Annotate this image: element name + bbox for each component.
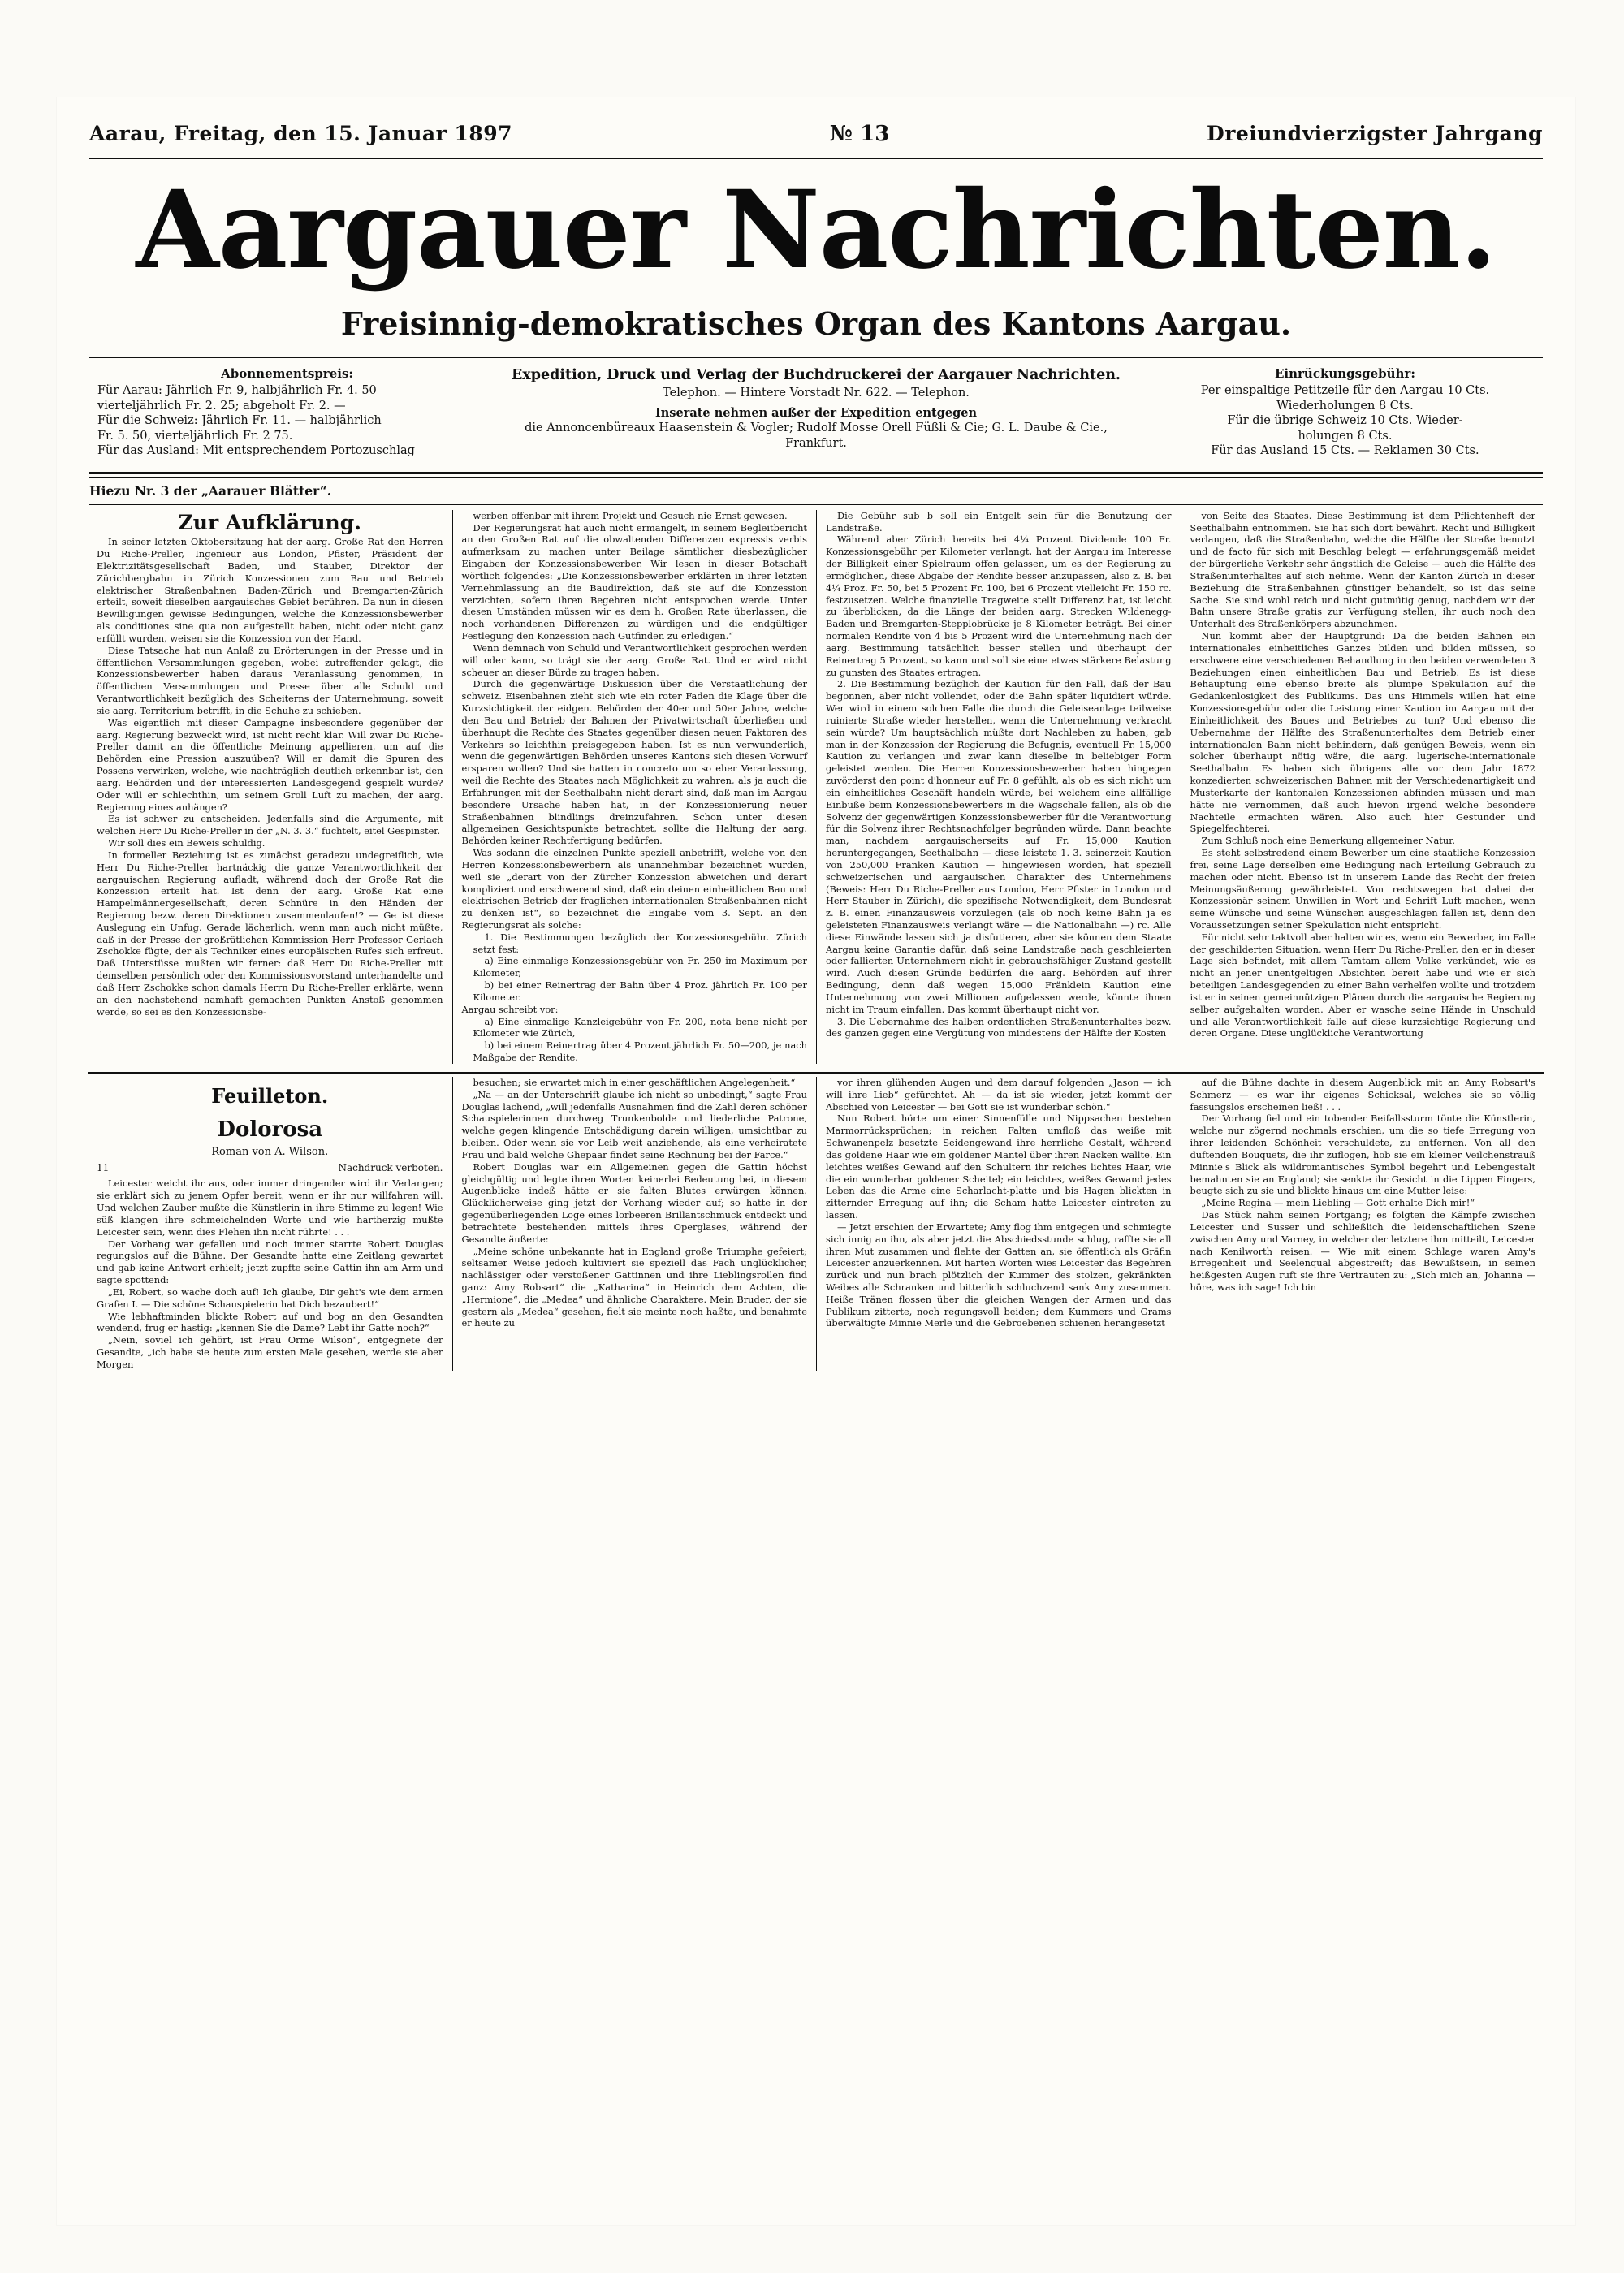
feuilleton-column-1 [88, 1077, 452, 1371]
ad-rates-header: Einrückungsgebühr: [1274, 365, 1415, 381]
paragraph: werben offenbar mit ihrem Projekt und Gesuch nie Ernst gewesen. [473, 509, 788, 521]
paragraph: von Seite des Staates. Diese Bestimmung ist dem Pflichtenheft der Seethalbahn entnommen. Sie hat sich dort bewährt. Recht und Billigkeit verlangen, daß die Straßenbahn, welche die Hälfte der Straße benutzt und de facto für sich mit Beschlag belegt — erfahrungsgemäß meidet der bürgerliche Verkehr sehr ängstlich die Geleise — auch die Hälfte des Straßenunterhaltes auf sich nehme. Wenn der Kanton Zürich in dieser Beziehung die Straßenbahnen günstiger behandelt, so ist das seine Sache. Sie sind wohl reich und nicht gutmütig genug, nachdem wir der Bahn unsere Straße gratis zur Verfügung stellen, ihr auch noch den Unterhalt des Straßenkörpers abzunehmen. [1190, 509, 1535, 630]
paragraph: Es steht selbstredend einem Bewerber um eine staatliche Konzession frei, seine Lage derselben eine Bedingung nach Erteilung Gebrauch zu machen oder nicht. Ebenso ist in unserem Lande das Recht der freien Meinungsäußerung gewährleistet. Von rechtswegen hat dabei der Konzessionär seinem Unwillen in Wort und Schrift Luft machen, wenn seine Wünsche und seine Wünschen ausgeschlagen fallen ist, denn den Voraussetzungen seiner Spekulation nicht entspricht. [1190, 847, 1535, 931]
paragraph: Der Vorhang war gefallen und noch immer starrte Robert Douglas regungslos auf die Bühne. Der Gesandte hatte eine Zeitlang gewartet und gab keine Antwort erhielt; jetzt zupfte seine Gattin ihn am Arm und sagte spottend: [97, 1238, 443, 1286]
feuilleton-column-2 [452, 1077, 817, 1371]
subscription-line: Für das Ausland: Mit entsprechendem Portozuschlag [97, 444, 415, 458]
feuilleton-author: Roman von A. Wilson. [211, 1145, 329, 1158]
paragraph: „Nein, soviel ich gehört, ist Frau Orme Wilson“, entgegnete der Gesandte, „ich habe sie heute zum ersten Male gesehen, werde sie aber Morgen [97, 1334, 443, 1370]
supplement-note: Hiezu Nr. 3 der „Aarauer Blätter“. [89, 482, 332, 499]
paragraph: Wenn demnach von Schuld und Verantwortlichkeit gesprochen werden will oder kann, so trägt sie der aarg. Große Rat. Und er wird nicht scheuer an dieser Bürde zu tragen haben. [461, 642, 807, 678]
newspaper-title: Aargauer Nachrichten. [136, 167, 1497, 293]
ads-agencies: die Annoncenbüreaux Haasenstein & Vogler; Rudolf Mosse Orell Füßli & Cie; G. L. Daube & Cie., Frankfurt. [525, 421, 1108, 450]
paragraph: Robert Douglas war ein Allgemeinen gegen die Gattin höchst gleichgültig und legte ihren Worten keinerlei Bedeutung bei, in diesem Augenblicke indeß hätte er sie falten Blutes erwürgen können. Glücklicherweise ging jetzt der Vorhang wieder auf; so hatte in der gegenüberliegenden Loge eines lorbeeren Brillantschmuck entdeckt und betrachtete bestehenden mittels ihres Operglases, während der Gesandte äußerte: [461, 1160, 807, 1245]
masthead-volume: Dreiundvierzigster Jahrgang [1207, 122, 1543, 145]
paragraph: Aargau schreibt vor: [461, 1003, 559, 1015]
paragraph: In formeller Beziehung ist es zunächst geradezu undegreiflich, wie Herr Du Riche-Preller hartnäckig die ganze Verantwortlichkeit der aargauischen Regierung aufladt, während doch der Große Rat die Konzession erteilt hat. Ist denn der aarg. Große Rat eine Hampelmännergesellschaft, deren Schnüre in den Händen der Regierung bezw. deren Direktionen zusammenlaufen!? — Ge ist diese Auslegung ein Unfug. Gerade lächerlich, wenn man auch nicht müßte, daß in der Presse der großrätlichen Kommission Herr Professor Gerlach Zschokke fügte, der als Techniker eines europäischen Rufes sich erfreut. Daß Unterstüsse mußten wir ferner: daß Herr Du Riche-Preller mit demselben persönlich oder den Kommissionsvorstand unterhandelte und daß Herr Zschokke schon damals Herrn Du Riche-Preller erklärte, wenn an den nachstehend namhaft gemachten Punkten Anstoß genommen werde, so sei es den Konzessionsbe- [97, 849, 443, 1018]
ad-rates-line: Per einspaltige Petitzeile für den Aargau 10 Cts. [1200, 384, 1490, 398]
paragraph: Es ist schwer zu entscheiden. Jedenfalls sind die Argumente, mit welchen Herr Du Riche-Preller in der „N. 3. 3.“ fuchtelt, eitel Gespinster. [97, 813, 443, 837]
newspaper-subtitle: Freisinnig-demokratisches Organ des Kantons Aargau. [340, 305, 1292, 342]
subscription-info [89, 366, 485, 459]
feuilleton-column-3 [816, 1077, 1181, 1371]
paragraph: Leicester weicht ihr aus, oder immer dringender wird ihr Verlangen; sie erklärt sich zu jenem Opfer bereit, wenn er ihr nur willfahren will. Und welchen Zauber mußte die Künstlerin in ihre Stimme zu legen! Wie süß klangen ihre schmeichelnden Worte und wie hartherzig mußte Leicester sein, wenn dies Flehen ihn nicht rührte! . . . [97, 1178, 443, 1238]
note-divider [89, 504, 1543, 505]
column-2 [452, 510, 817, 1064]
list-item: 1. Die Bestimmungen bezüglich der Konzessionsgebühr. Zürich setzt fest: [473, 931, 807, 955]
paragraph: — Jetzt erschien der Erwartete; Amy flog ihm entgegen und schmiegte sich innig an ihn, als aber jetzt die Abschiedsstunde schlug, raffte sie all ihren Mut zusammen und flehte der Gatten an, sie öffentlich als Gräfin Leicester anzuerkennen. Mit harten Worten wies Leicester das Begehren zurück und nun brach plötzlich der Kummer des stolzen, gekränkten Weibes alle Schranken und bitterlich schluchzend sank Amy zusammen. Heiße Tränen flossen über die gleichen Wangen der Armen und das Publikum zitterte, noch regungsvoll beiden; dem Kummers und Grams überwältigte Minnie Merle und die Gebroebenen schienen herangesetzt [826, 1221, 1172, 1329]
paragraph: Nun kommt aber der Hauptgrund: Da die beiden Bahnen ein internationales einheitliches Ganzes bilden und bilden müssen, so erschwere eine verschiedenen Behandlung in den beiden verwendeten 3 Beziehungen einen einheitlichen Bau und Betrieb. Es ist diese Behauptung eine ebenso breite als plumpe Spekulation auf die Gedankenlosigkeit des Publikums. Das uns Himmels willen hat eine Konzessionsgebühr oder die Leistung einer Kaution im Aargau mit der Einheitlichkeit des Baues und Betriebes zu tun? Und ebenso die Uebernahme der Hälfte des Straßenunterhaltes dem Betrieb einer internationalen Bahn nicht behindern, daß genügen Beweis, wenn ein solcher überhaupt nötig wäre, die aarg. lugerische-internationale Seethalbahn. Es haben sich übrigens alle vor dem Jahr 1872 konzedierten schweizerischen Bahnen mit der Verschiedenartigkeit und Musterkarte der kantonalen Konzessionen abfinden müssen und man hätte nie vernommen, daß auch hievon irgend welche besondere Nachteile ermachten wären. Also auch hier Gestunder und Spiegelfechterei. [1190, 630, 1535, 835]
page-number: 11 [97, 1161, 110, 1173]
paragraph: Der Vorhang fiel und ein tobender Beifallssturm tönte die Künstlerin, welche nur zögernd nochmals erschien, um die so tiefe Erregung von ihrer leidenden Schönheit verschuldete, zu entfernen. Von all den duftenden Bouquets, die ihr zuflogen, hob sie ein kleiner Veilchenstrauß Minnie's Blick als wildromantisches Symbol begehrt und Lebengestalt bemahnten sie an England; sie senkte ihr Gesicht in die Lippen Fingers, beugte sich zu sie und blickte hinaus um eine Mutter leise: [1190, 1113, 1535, 1197]
paragraph: Die Gebühr sub b soll ein Entgelt sein für die Benutzung der Landstraße. [826, 509, 1172, 534]
main-content-columns [57, 510, 1575, 1064]
ad-rates-line: Für die übrige Schweiz 10 Cts. Wieder- [1227, 414, 1463, 428]
feuilleton-title: Dolorosa [217, 1117, 323, 1143]
paragraph: auf die Bühne dachte in diesem Augenblick mit an Amy Robsart's Schmerz — es war ihr eigenes Schicksal, welches sie so völlig fassungslos erscheinen ließ! . . . [1190, 1076, 1535, 1113]
paragraph: Wir soll dies ein Beweis schuldig. [108, 837, 266, 849]
newspaper-sheet [57, 97, 1575, 2225]
feuilleton-column-4 [1181, 1077, 1545, 1371]
subscription-header: Abonnementspreis: [221, 365, 353, 381]
column-4 [1181, 510, 1545, 1064]
paragraph: Was eigentlich mit dieser Campagne insbesondere gegenüber der aarg. Regierung bezweckt wird, ist nicht recht klar. Will zwar Du Riche-Preller damit an die öffentliche Meinung appellieren, um auf die Behörden eine Pression auszuüben? Will er damit die Spuren des Possens verwirken, welche, wie nachträglich deutlich erkennbar ist, den aarg. Behörden und der interessierten Landesgegend gespielt wurde? Oder will er schlechthin, um seinem Groll Luft zu machen, der aarg. Regierung eines anhängen? [97, 716, 443, 813]
reprint-note: Nachdruck verboten. [338, 1161, 443, 1173]
expedition-phone: Telephon. — Hintere Vorstadt Nr. 622. — Telephon. [663, 387, 970, 400]
masthead-info-band [57, 358, 1575, 465]
subscription-line: vierteljährlich Fr. 2. 25; abgeholt Fr. 2. — [97, 399, 346, 413]
paragraph: besuchen; sie erwartet mich in einer geschäftlichen Angelegenheit.“ [473, 1076, 796, 1088]
paragraph: Der Regierungsrat hat auch nicht ermangelt, in seinem Begleitbericht an den Großen Rat auf die obwaltenden Differenzen expressis verbis aufmerksam zu machen unter Beilage sämtlicher diesbezüglicher Eingaben der Konzessionsbewerber. Wir lesen in dieser Botschaft wörtlich folgendes: „Die Konzessionsbewerber erklärten in ihrer letzten Vernehmlassung an die Baudirektion, daß sie auf die Konzession verzichten, sofern ihren Begehren nicht entsprochen werde. Unter diesen Umständen müssen wir es dem h. Großen Rate überlassen, die noch vorhandenen Differenzen zu würdigen und die endgültiger Festlegung den Konzession nach Gutfinden zu erledigen.“ [461, 521, 807, 642]
masthead-issue-number: № 13 [829, 122, 890, 146]
ad-rates-line: Für das Ausland 15 Cts. — Reklamen 30 Cts. [1211, 444, 1479, 458]
feuilleton-divider [88, 1072, 1544, 1074]
paragraph: Nun Robert hörte um einer Sinnenfülle und Nippsachen bestehen Marmorrücksprüchen; in reichen Falten umfloß das weiße mit Schwanenpelz besetzte Seidengewand ihre herrliche Gestalt, während das goldene Haar wie ein goldener Mantel über ihren Nacken wallte. Ein leichtes weißes Gewand auf den Schultern ihr reiches lichtes Haar, wie die ein wunderbar goldener Scheitel; ein leichtes, weißes Gewand jedes Leben das die Arme eine Scharlacht-platte und bis Hagen blickten in zitternder Erregung auf ihn; die Scham hatte Leicester eintreten zu lassen. [826, 1113, 1172, 1221]
article-headline: Zur Aufklärung. [178, 510, 361, 534]
list-item: b) bei einer Reinertrag der Bahn über 4 Proz. jährlich Fr. 100 per Kilometer. [473, 979, 807, 1003]
paragraph: Wie lebhaftminden blickte Robert auf und bog an den Gesandten wendend, frug er hastig: „kennen Sie die Dame? Lebt ihr Gatte noch?“ [97, 1310, 443, 1334]
paragraph: Während aber Zürich bereits bei 4¼ Prozent Dividende 100 Fr. Konzessionsgebühr per Kilometer verlangt, hat der Aargau im Interesse der Billigkeit einer Spielraum offen gelassen, um es der Regierung zu ermöglichen, diese Abgabe der Rendite besser anzupassen, also z. B. bei 4¼ Proz. Fr. 50, bei 5 Prozent Fr. 100, bei 6 Prozent vielleicht Fr. 150 rc. festzusetzen. Welche finanzielle Tragweite stellt Differenz hat, ist leicht zu überblicken, da die Länge der beiden aarg. Strecken Wildenegg-Baden und Bremgarten-Stepplobrücke je 8 Kilometer beträgt. Bei einer normalen Rendite von 4 bis 5 Prozent wird die Unternehmung nach der aarg. Bestimmung tatsächlich besser stellen und überhaupt der Reinertrag 5 Prozent, so kann und soll sie eine etwas stärkere Belastung zu gunsten des Staates ertragen. [826, 534, 1172, 678]
ad-rates-line: holungen 8 Cts. [1298, 429, 1393, 443]
column-3 [816, 510, 1181, 1064]
list-item: a) Eine einmalige Konzessionsgebühr von Fr. 250 im Maximum per Kilometer, [473, 955, 807, 979]
paragraph: In seiner letzten Oktobersitzung hat der aarg. Große Rat den Herren Du Riche-Preller, Ingenieur aus London, Pfister, Präsident der Elektrizitätsgesellschaft Baden, und Stauber, Direktor der Zürichbergbahn in Zürich Konzessionen zum Bau und Betrieb elektrischer Straßenbahnen Baden-Zürich und Bremgarten-Zürich erteilt, soweit dieselben aargauisches Gebiet berühren. Da nun in diesen Bewilligungen gewisse Bedingungen, welche die Konzessionsbewerber als conditiones sine qua non aufgestellt haben, nicht oder nicht ganz erfüllt wurden, weisen sie die Konzession von der Hand. [97, 536, 443, 644]
feuilleton-columns [57, 1077, 1575, 1371]
paragraph: Das Stück nahm seinen Fortgang; es folgten die Kämpfe zwischen Leicester und Susser und schließlich die leidenschaftlichen Szene zwischen Amy und Varney, in welcher der letztere ihm mitteilt, Leicester nach Kenilworth reisen. — Wie mit einem Schlage waren Amy's Erregenheit und Seelenqual abgestreift; das Bewußtsein, in seinen heißgesten Augen ruft sie ihre Vertrauten zu: „Sich mich an, Johanna — höre, was ich sage! Ich bin [1190, 1209, 1535, 1293]
expedition-header: Expedition, Druck und Verlag der Buchdruckerei der Aargauer Nachrichten. [511, 366, 1121, 383]
paragraph: Durch die gegenwärtige Diskussion über die Verstaatlichung der schweiz. Eisenbahnen zieht sich wie ein roter Faden die Klage über die Kurzsichtigkeit der eidgen. Behörden der 40er und 50er Jahre, welche den Bau und Betrieb der Bahnen der Privatwirtschaft überließen und überhaupt die Rechte des Staates gegenüber diesen neuen Faktoren des Verkehrs so leichthin preisgegeben haben. Ist es nun verwunderlich, wenn die gegenwärtigen Behörden unseres Kantons sich diesen Vorwurf ersparen wollen? Und sie hatten in concreto um so eher Veranlassung, weil die Rechte des Staates nach Möglichkeit zu wahren, als ja auch die Erfahrungen mit der Seethalbahn nicht derart sind, daß man im Aargau besondere Ursache haben hat, in der Konzessionierung neuer Straßenbahnen blindlings dreinzufahren. Schon unter diesen allgemeinen Gesichtspunkte betrachtet, sollte die Haltung der aarg. Behörden keiner Rechtfertigung bedürfen. [461, 678, 807, 847]
paragraph: „Meine Regina — mein Liebling — Gott erhalte Dich mir!“ [1201, 1197, 1475, 1209]
paragraph: Zum Schluß noch eine Bemerkung allgemeiner Natur. [1201, 835, 1456, 847]
list-item: a) Eine einmalige Kanzleigebühr von Fr. 200, nota bene nicht per Kilometer wie Zürich, [473, 1015, 807, 1039]
ads-header: Inserate nehmen außer der Expedition entgegen [654, 405, 977, 420]
paragraph: Was sodann die einzelnen Punkte speziell anbetrifft, welche von den Herren Konzessionsbewerbern als unannehmbar bezeichnet wurden, weil sie „derart von der Zürcher Konzession abweichen und derart kompliziert und erschwerend sind, daß ein deinen einheitlichen Bau und elektrischen Betrieb der fraglichen internationalen Straßenbahnen nicht zu denken ist“, so bezeichnet die Eingabe vom 3. Sept. an den Regierungsrat als solche: [461, 847, 807, 931]
subscription-line: Für Aarau: Jährlich Fr. 9, halbjährlich Fr. 4. 50 [97, 384, 377, 398]
masthead-divider-bottom [89, 472, 1543, 474]
paragraph: 3. Die Uebernahme des halben ordentlichen Straßenunterhaltes bezw. des ganzen gegen eine Vergütung von mindestens der Hälfte der Kosten [826, 1015, 1172, 1039]
subscription-line: Für die Schweiz: Jährlich Fr. 11. — halbjährlich [97, 414, 382, 428]
list-item: b) bei einem Reinertrag über 4 Prozent jährlich Fr. 50—200, je nach Maßgabe der Rendite. [473, 1039, 807, 1064]
subscription-line: Fr. 5. 50, vierteljährlich Fr. 2 75. [97, 429, 293, 443]
column-1 [88, 510, 452, 1064]
paragraph: vor ihren glühenden Augen und dem darauf folgenden „Jason — ich will ihre Lieb“ gefürchtet. Ah — da ist sie wieder, jetzt kommt der Abschied von Leicester — bei Gott sie ist wunderbar schön.“ [826, 1076, 1172, 1113]
paragraph: „Na — an der Unterschrift glaube ich nicht so unbedingt,“ sagte Frau Douglas lachend, „will jedenfalls Ausnahmen find die Zahl deren schöner Schauspielerinnen durchweg Trunkenbolde und liederliche Patrone, welche gegen klingende Entschädigung darein willigen, umsichtbar zu bleiben. Oder wenn sie vor Leib weit anziehende, als eine verheiratete Frau und bald welche Ghepaar findet seine Rechnung bei der Farce.“ [461, 1088, 807, 1160]
paragraph: „Meine schöne unbekannte hat in England große Triumphe gefeiert; seltsamer Weise jedoch kultiviert sie speziell das Fach unglücklicher, nachlässiger oder verstoßener Gattinnen und ihre Lieblingsrollen find ganz: Amy Robsart“ die „Katharina“ in Heinrich dem Achten, die „Hermione“, die „Medea“ und ähnliche Charaktere. Mein Bruder, der sie gestern als „Medea“ gesehen, fielt sie meinte noch haßte, und benahmte er heute zu [461, 1245, 807, 1329]
ad-rates-info [1147, 366, 1543, 459]
feuilleton-label: Feuilleton. [211, 1083, 329, 1108]
ad-rates-line: Wiederholungen 8 Cts. [1276, 399, 1414, 413]
masthead-divider-top [89, 158, 1543, 159]
paragraph: „Ei, Robert, so wache doch auf! Ich glaube, Dir geht's wie dem armen Grafen I. — Die schöne Schauspielerin hat Dich bezaubert!“ [97, 1286, 443, 1310]
feuilleton-meta [97, 1162, 443, 1175]
paragraph: Für nicht sehr taktvoll aber halten wir es, wenn ein Bewerber, im Falle der geschilderten Situation, wenn Herr Du Riche-Preller, den er in dieser Lage sich befindet, mit allem Tamtam allem Volke verkündet, wie es nicht an jener unentgeltigen Absichten bereit habe und wie er sich beteiligen Landesgegenden zu einer Bahn verhelfen wollte und trotzdem ist er in seinen gemeinnützigen Plänen durch die aargauische Regierung selber aufgehalten worden. Aber er wasche seine Hände in Unschuld und alle Verantwortlichkeit falle auf diese kurzsichtige Regierung und deren Organe. Diese unglückliche Verantwortung [1190, 931, 1535, 1039]
masthead-place-date: Aarau, Freitag, den 15. Januar 1897 [89, 122, 513, 145]
expedition-info [485, 366, 1147, 459]
paragraph: 2. Die Bestimmung bezüglich der Kaution für den Fall, daß der Bau begonnen, aber nicht vollendet, oder die Bahn später liquidiert würde. Wer wird in einem solchen Falle die durch die Geleiseanlage teilweise ruinierte Straße wieder herstellen, wenn die Unternehmung verkracht sein würde? Um hauptsächlich müßte dort Nachleben zu haben, gab man in der Konzession der Regierung die Befugnis, eventuell Fr. 15,000 Kaution zu verlangen und zwar kann dieselbe in beliebiger Form geleistet werden. Die Herren Konzessionsbewerber haben hingegen zuvörderst den point d'honneur auf Fr. 8 gefühlt, als ob es sich nicht um ein einheitliches Geschäft handeln würde, bei welchem eine allfällige Einbuße beim Konzessionsbewerbers in die Wagschale fallen, als ob die Solvenz der gegenwärtigen Konzessionsbewerber für die Verantwortung für die Solvenz ihrer Rechtsnachfolger begründen würde. Dann beachte man, nachdem aargauischerseits auf Fr. 15,000 Kaution heruntergegangen, Seethalbahn — diese leistete 1. 3. seinerzeit Kaution von 250,000 Franken Kaution — hingewiesen worden, hat speziell schweizerischen und aargauischen Charakter des Unternehmens (Beweis: Herr Du Riche-Preller aus London, Herr Pfister in London und Herr Stauber in Zürich), die spezifische Notwendigkeit, dem Bundesrat z. B. einen Finanzausweis vorzulegen (als ob noch keine Bahn ja es geleisteten Finanzausweis verlangt wäre — die Nationalbahn —) rc. Alle diese Einwände lassen sich ja disfutieren, aber sie können dem Staate Aargau keine Garantie dafür, daß seine Landstraße nach geschleierten oder fallierten Unternehmern nicht in gebrauchsfähiger Zustand gestellt wird. Auch diesen Gründe bedürfen die aarg. Behörden auf ihrer Bedingung, denn daß wegen 15,000 Fränklein Kaution eine Unternehmung von zwei Millionen aufgelassen werde, könnte ihnen nicht im Traum einfallen. Das kommt überhaupt nicht vor. [826, 678, 1172, 1015]
paragraph: Diese Tatsache hat nun Anlaß zu Erörterungen in der Presse und in öffentlichen Versammlungen gegeben, wobei zutreffender gelagt, die Konzessionsbewerber haben daraus Veranlassung genommen, in öffentlichen Versammlungen und Presse über alle Schuld und Verantwortlichkeit bezüglich des Scheiterns der Unternehmung, soweit sie aarg. Territorium betrifft, in die Schuhe zu schieben. [97, 644, 443, 716]
masthead-topline [57, 97, 1575, 146]
